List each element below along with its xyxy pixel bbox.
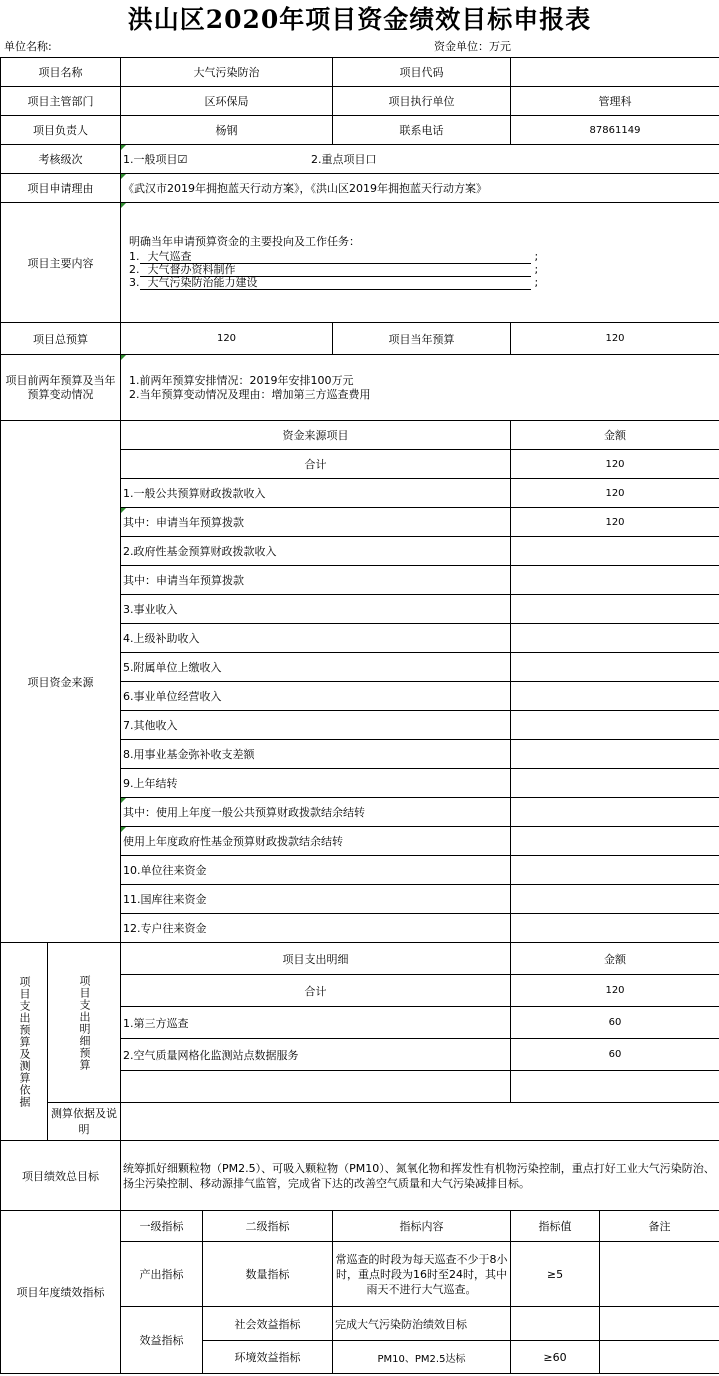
funding-amount[interactable] [511, 682, 719, 711]
project-code-value[interactable] [511, 58, 719, 87]
funding-row: 3.事业收入 [121, 595, 511, 624]
project-owner-value[interactable]: 杨钢 [121, 116, 333, 145]
project-phone-value[interactable]: 87861149 [511, 116, 719, 145]
funding-row: 7.其他收入 [121, 711, 511, 740]
funding-amount[interactable] [511, 711, 719, 740]
funding-row: 4.上级补助收入 [121, 624, 511, 653]
performance-target-form [0, 57, 719, 1374]
level-label: 考核级次 [1, 145, 121, 174]
level-option-key[interactable]: 2.重点项目口 [311, 153, 377, 166]
funding-amount[interactable] [511, 595, 719, 624]
content-item: 3. 大气污染防治能力建设 ; [129, 275, 539, 289]
funding-section-label: 项目资金来源 [1, 421, 121, 943]
level-options[interactable] [121, 145, 719, 174]
project-phone-label: 联系电话 [333, 116, 511, 145]
total-budget-value[interactable]: 120 [121, 323, 333, 355]
content-intro: 明确当年申请预算资金的主要投向及工作任务： [129, 234, 360, 248]
content-value[interactable] [121, 203, 719, 323]
funding-row: 5.附属单位上缴收入 [121, 653, 511, 682]
funding-row: 6.事业单位经营收入 [121, 682, 511, 711]
funding-row-total: 合计 [121, 450, 511, 479]
funding-header-amount: 金额 [511, 421, 719, 450]
project-name-label: 项目名称 [1, 58, 121, 87]
funding-header-item: 资金来源项目 [121, 421, 511, 450]
annual-header-level1: 一级指标 [121, 1211, 203, 1242]
expense-amount[interactable]: 120 [511, 975, 719, 1007]
project-code-label: 项目代码 [333, 58, 511, 87]
funding-row: 其中：申请当年预算拨款 [121, 508, 511, 537]
funding-amount[interactable] [511, 653, 719, 682]
expense-header-item: 项目支出明细 [121, 943, 511, 975]
social-content[interactable]: 完成大气污染防治绩效目标 [333, 1307, 511, 1341]
social-sub-label: 社会效益指标 [203, 1307, 333, 1341]
budget-change-line-1: 1.前两年预算安排情况：2019年安排100万元 [129, 373, 354, 387]
funding-amount[interactable] [511, 624, 719, 653]
annual-header-note: 备注 [600, 1211, 719, 1242]
env-value[interactable]: ≥60 [511, 1341, 600, 1374]
expense-basis-label: 测算依据及说明 [48, 1103, 121, 1141]
funding-amount[interactable] [511, 827, 719, 856]
content-item: 2. 大气督办资料制作 ; [129, 262, 539, 276]
funding-row: 使用上年度政府性基金预算财政拨款结余结转 [121, 827, 511, 856]
funding-amount[interactable] [511, 740, 719, 769]
funding-amount[interactable] [511, 566, 719, 595]
annual-label: 项目年度绩效指标 [1, 1211, 121, 1374]
budget-change-label: 项目前两年预算及当年预算变动情况 [1, 355, 121, 421]
unit-name-label: 单位名称: [4, 40, 52, 53]
budget-change-value[interactable] [121, 355, 719, 421]
budget-change-line-2: 2.当年预算变动情况及理由：增加第三方巡查费用 [129, 387, 371, 401]
output-sub-label: 数量指标 [203, 1242, 333, 1307]
content-item: 1. 大气巡查 ; [129, 249, 539, 263]
total-budget-label: 项目总预算 [1, 323, 121, 355]
expense-inner-label: 项目支出明细预算 [48, 943, 121, 1103]
funding-row: 9.上年结转 [121, 769, 511, 798]
funding-amount[interactable] [511, 914, 719, 943]
money-unit-label: 资金单位：万元 [434, 40, 511, 53]
expense-row [121, 1071, 511, 1103]
reason-label: 项目申请理由 [1, 174, 121, 203]
funding-row: 12.专户往来资金 [121, 914, 511, 943]
expense-header-amount: 金额 [511, 943, 719, 975]
env-sub-label: 环境效益指标 [203, 1341, 333, 1374]
funding-amount[interactable] [511, 798, 719, 827]
output-indicator-label: 产出指标 [121, 1242, 203, 1307]
expense-basis-value[interactable] [121, 1103, 719, 1141]
expense-row: 1.第三方巡查 [121, 1007, 511, 1039]
year-budget-value[interactable]: 120 [511, 323, 719, 355]
env-content[interactable]: PM10、PM2.5达标 [333, 1341, 511, 1374]
funding-amount[interactable]: 120 [511, 450, 719, 479]
funding-row: 其中：申请当年预算拨款 [121, 566, 511, 595]
funding-row: 1.一般公共预算财政拨款收入 [121, 479, 511, 508]
expense-outer-label: 项目支出预算及测算依据 [1, 943, 48, 1141]
benefit-indicator-label: 效益指标 [121, 1307, 203, 1374]
project-exec-value[interactable]: 管理科 [511, 87, 719, 116]
output-note[interactable] [600, 1242, 719, 1307]
funding-row: 其中：使用上年度一般公共预算财政拨款结余结转 [121, 798, 511, 827]
annual-header-value: 指标值 [511, 1211, 600, 1242]
social-note[interactable] [600, 1307, 719, 1341]
expense-row-total: 合计 [121, 975, 511, 1007]
funding-row: 2.政府性基金预算财政拨款收入 [121, 537, 511, 566]
project-dept-label: 项目主管部门 [1, 87, 121, 116]
year-budget-label: 项目当年预算 [333, 323, 511, 355]
funding-amount[interactable] [511, 537, 719, 566]
social-value[interactable] [511, 1307, 600, 1341]
expense-amount[interactable] [511, 1071, 719, 1103]
env-note[interactable] [600, 1341, 719, 1374]
funding-amount[interactable] [511, 769, 719, 798]
reason-value[interactable]: 《武汉市2019年拥抱蓝天行动方案》，《洪山区2019年拥抱蓝天行动方案》 [121, 174, 719, 203]
goal-text[interactable]: 统筹抓好细颗粒物（PM2.5）、可吸入颗粒物（PM10）、氮氧化物和挥发性有机物污染控制，重点打好工业大气污染防治、扬尘污染控制、移动源排气监管，完成省下达的改善空气质量和大气污染减排目标。 [121, 1141, 719, 1211]
project-exec-label: 项目执行单位 [333, 87, 511, 116]
content-label: 项目主要内容 [1, 203, 121, 323]
project-owner-label: 项目负责人 [1, 116, 121, 145]
funding-row: 11.国库往来资金 [121, 885, 511, 914]
project-dept-value[interactable]: 区环保局 [121, 87, 333, 116]
annual-header-level2: 二级指标 [203, 1211, 333, 1242]
expense-amount[interactable]: 60 [511, 1007, 719, 1039]
expense-row: 2.空气质量网格化监测站点数据服务 [121, 1039, 511, 1071]
expense-amount[interactable]: 60 [511, 1039, 719, 1071]
funding-row: 10.单位往来资金 [121, 856, 511, 885]
funding-row: 8.用事业基金弥补收支差额 [121, 740, 511, 769]
project-name-value[interactable]: 大气污染防治 [121, 58, 333, 87]
annual-header-content: 指标内容 [333, 1211, 511, 1242]
output-value[interactable]: ≥5 [511, 1242, 600, 1307]
funding-amount[interactable]: 120 [511, 508, 719, 537]
level-option-general[interactable]: 1.一般项目☑ [123, 153, 188, 166]
funding-amount[interactable] [511, 856, 719, 885]
goal-label: 项目绩效总目标 [1, 1141, 121, 1211]
output-content[interactable]: 常巡查的时段为每天巡查不少于8小时，重点时段为16时至24时，其中雨天不进行大气巡查。 [333, 1242, 511, 1307]
form-title: 洪山区2020年项目资金绩效目标申报表 [127, 5, 592, 34]
funding-amount[interactable]: 120 [511, 479, 719, 508]
funding-amount[interactable] [511, 885, 719, 914]
